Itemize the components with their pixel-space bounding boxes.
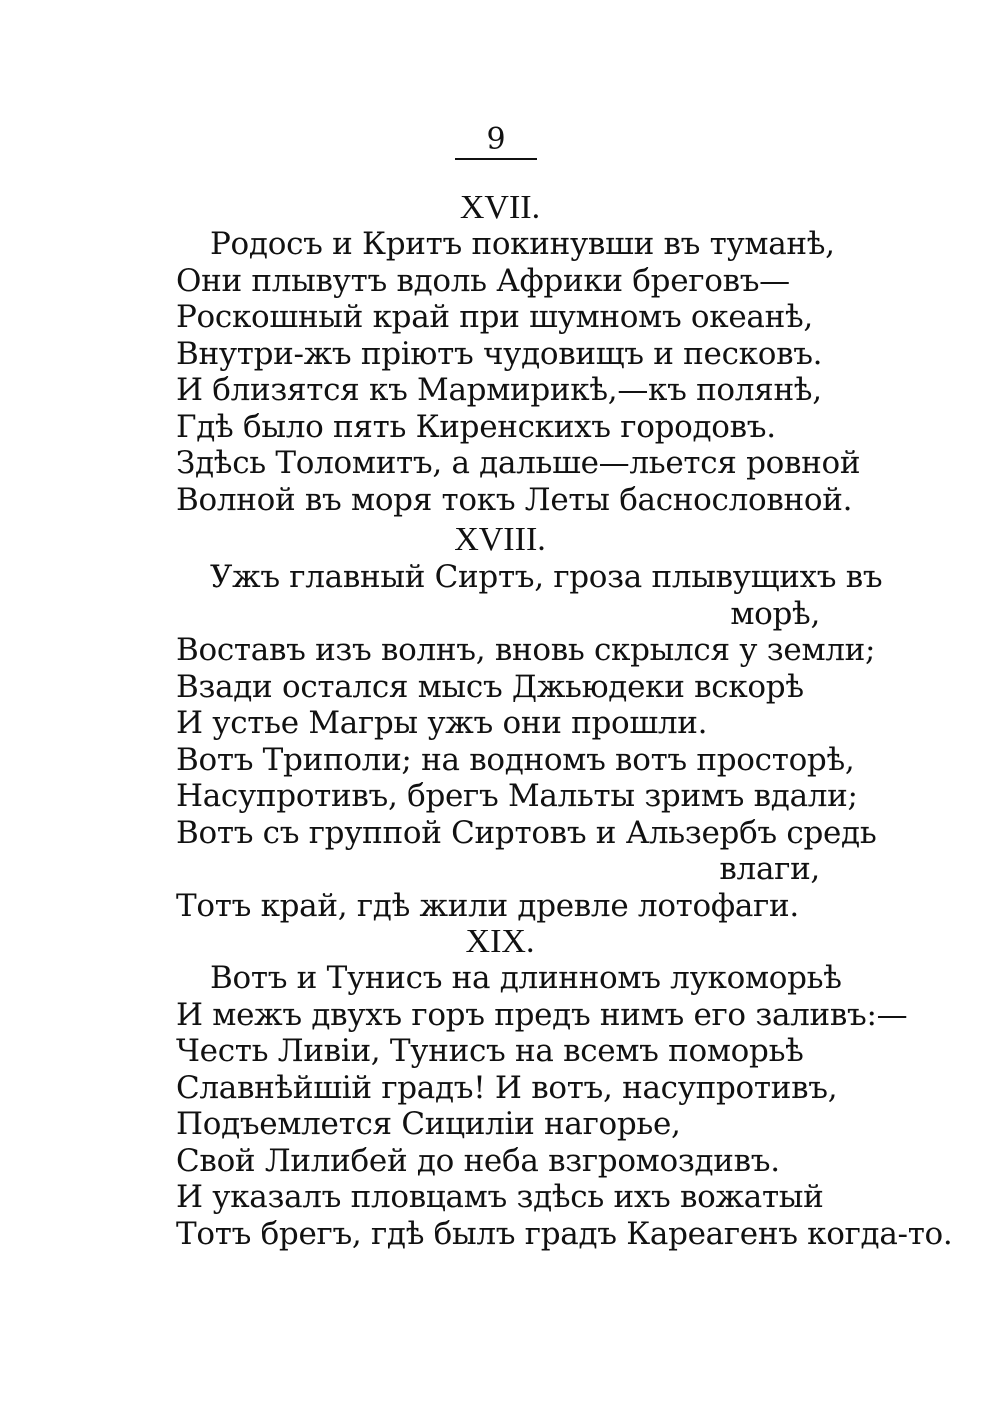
stanza-heading-xviii: XVIII. xyxy=(454,521,546,558)
stanza-xviii xyxy=(176,559,883,924)
verse-line: Здѣсь Толомитъ, а дальше—льется ровной xyxy=(176,445,861,481)
verse-line: Тотъ край, гдѣ жили древле лотофаги. xyxy=(176,887,799,924)
verse-line: Роскошный край при шумномъ океанѣ, xyxy=(176,299,813,335)
stanza-xvii xyxy=(176,226,861,518)
verse-line: И устье Магры ужъ они прошли. xyxy=(176,705,708,741)
verse-line: Славнѣйшій градъ! И вотъ, насупротивъ, xyxy=(176,1069,838,1106)
verse-line: Вотъ съ группой Сиртовъ и Альзербъ средь xyxy=(176,814,877,851)
verse-line: И межъ двухъ горъ предъ нимъ его заливъ:— xyxy=(176,996,908,1033)
verse-line: Волной въ моря токъ Леты баснословной. xyxy=(176,481,853,518)
stanza-xix xyxy=(176,960,953,1252)
verse-line: Гдѣ было пять Киренскихъ городовъ. xyxy=(176,408,776,445)
verse-line: Вотъ и Тунисъ на длинномъ лукоморьѣ xyxy=(210,960,842,996)
verse-line: Ужъ главный Сиртъ, гроза плывущихъ въ xyxy=(210,559,883,595)
verse-line-carry: влаги, xyxy=(719,851,820,887)
verse-line: И близятся къ Мармирикѣ,—къ полянѣ, xyxy=(176,372,822,408)
verse-line: И указалъ пловцамъ здѣсь ихъ вожатый xyxy=(176,1179,824,1215)
verse-line: Вотъ Триполи; на водномъ вотъ просторѣ, xyxy=(176,741,855,778)
verse-line: Они плывутъ вдоль Африки бреговъ— xyxy=(176,262,790,299)
verse-line: Подъемлется Сициліи нагорье, xyxy=(176,1106,681,1142)
verse-line: Родосъ и Критъ покинувши въ туманѣ, xyxy=(210,226,835,262)
verse-line: Взади остался мысъ Джьюдеки вскорѣ xyxy=(176,668,804,705)
verse-line: Насупротивъ, брегъ Мальты зримъ вдали; xyxy=(176,778,858,814)
verse-line: Честь Ливіи, Тунисъ на всемъ поморьѣ xyxy=(176,1033,804,1069)
verse-line-carry: морѣ, xyxy=(730,595,820,632)
page-number: 9 xyxy=(486,122,506,157)
verse-line: Внутри-жъ пріютъ чудовищъ и песковъ. xyxy=(176,335,823,372)
verse-line: Тотъ брегъ, гдѣ былъ градъ Кареагенъ когда-то. xyxy=(176,1215,953,1252)
page-number-rule xyxy=(455,158,537,160)
stanza-heading-xix: XIX. xyxy=(465,923,535,960)
stanza-heading-xvii: XVII. xyxy=(459,189,541,226)
verse-line: Воставъ изъ волнъ, вновь скрылся у земли; xyxy=(176,632,876,668)
verse-line: Свой Лилибей до неба взгромоздивъ. xyxy=(176,1142,780,1179)
